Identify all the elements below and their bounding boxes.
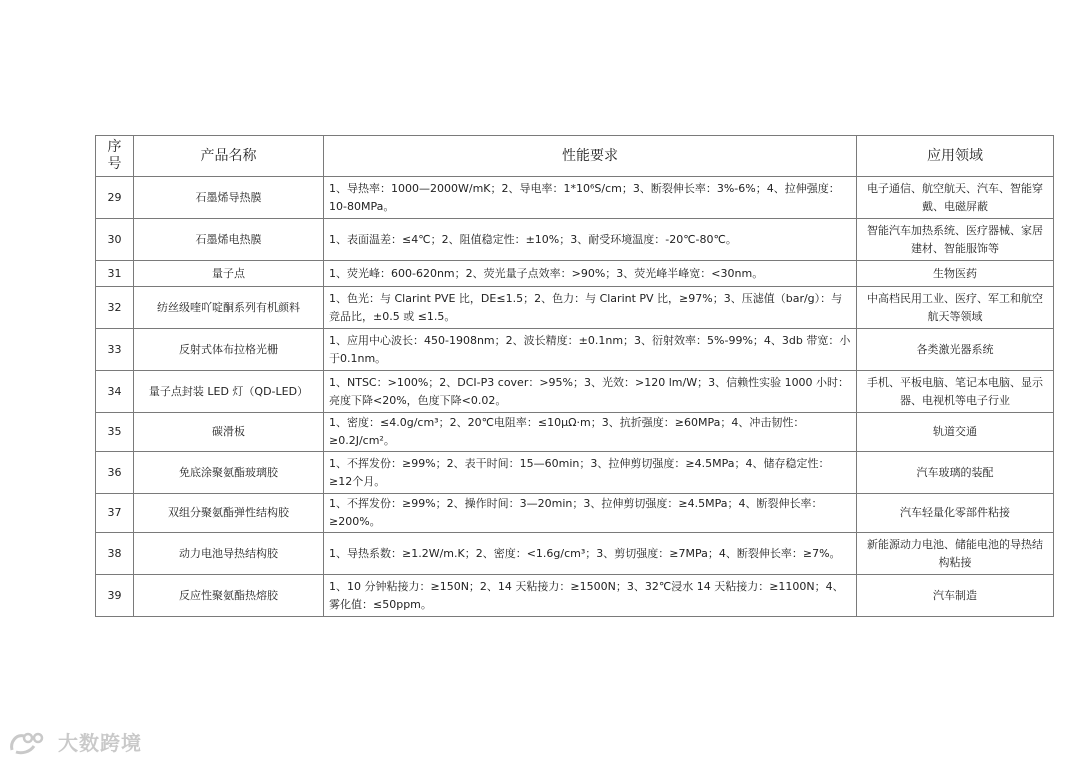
header-product-name: 产品名称 xyxy=(134,136,324,177)
row-number: 31 xyxy=(96,261,134,287)
product-spec-table xyxy=(95,135,1054,617)
row-number: 37 xyxy=(96,494,134,533)
performance-requirement: 1、密度：≤4.0g/cm³；2、20℃电阻率：≤10μΩ·m；3、抗折强度：≥60MPa；4、冲击韧性：≥0.2J/cm²。 xyxy=(324,413,857,452)
row-number: 32 xyxy=(96,287,134,329)
row-number: 33 xyxy=(96,329,134,371)
table-row xyxy=(96,413,1054,452)
performance-requirement: 1、导热系数：≥1.2W/m.K；2、密度：<1.6g/cm³；3、剪切强度：≥7MPa；4、断裂伸长率：≥7%。 xyxy=(324,533,857,575)
table-row xyxy=(96,287,1054,329)
product-name: 石墨烯导热膜 xyxy=(134,177,324,219)
application-field: 电子通信、航空航天、汽车、智能穿戴、电磁屏蔽 xyxy=(857,177,1054,219)
product-name: 免底涂聚氨酯玻璃胶 xyxy=(134,452,324,494)
product-name: 碳滑板 xyxy=(134,413,324,452)
performance-requirement: 1、导热率：1000—2000W/mK；2、导电率：1*10⁶S/cm；3、断裂伸长率：3%-6%；4、拉伸强度：10-80MPa。 xyxy=(324,177,857,219)
performance-requirement: 1、10 分钟粘接力：≥150N；2、14 天粘接力：≥1500N；3、32℃浸水 14 天粘接力：≥1100N；4、雾化值：≤50ppm。 xyxy=(324,575,857,617)
application-field: 手机、平板电脑、笔记本电脑、显示器、电视机等电子行业 xyxy=(857,371,1054,413)
application-field: 汽车轻量化零部件粘接 xyxy=(857,494,1054,533)
product-name: 双组分聚氨酯弹性结构胶 xyxy=(134,494,324,533)
table-row xyxy=(96,575,1054,617)
performance-requirement: 1、色光：与 Clarint PVE 比，DE≤1.5；2、色力：与 Clarint PV 比，≥97%；3、压滤值（bar/g）：与竞品比，±0.5 或 ≤1.5。 xyxy=(324,287,857,329)
product-name: 反射式体布拉格光栅 xyxy=(134,329,324,371)
header-performance: 性能要求 xyxy=(324,136,857,177)
product-name: 量子点 xyxy=(134,261,324,287)
performance-requirement: 1、NTSC：>100%；2、DCI-P3 cover：>95%；3、光效：>120 lm/W；3、信赖性实验 1000 小时：亮度下降<20%，色度下降<0.02。 xyxy=(324,371,857,413)
application-field: 智能汽车加热系统、医疗器械、家居建材、智能服饰等 xyxy=(857,219,1054,261)
application-field: 生物医药 xyxy=(857,261,1054,287)
header-seq: 序 号 xyxy=(96,136,134,177)
application-field: 汽车制造 xyxy=(857,575,1054,617)
table-row xyxy=(96,219,1054,261)
table-row xyxy=(96,533,1054,575)
application-field: 汽车玻璃的装配 xyxy=(857,452,1054,494)
product-name: 石墨烯电热膜 xyxy=(134,219,324,261)
row-number: 30 xyxy=(96,219,134,261)
table-row xyxy=(96,371,1054,413)
performance-requirement: 1、不挥发份：≥99%；2、操作时间：3—20min；3、拉伸剪切强度：≥4.5MPa；4、断裂伸长率：≥200%。 xyxy=(324,494,857,533)
logo-icon xyxy=(8,728,52,756)
table-header-row xyxy=(96,136,1054,177)
application-field: 各类激光器系统 xyxy=(857,329,1054,371)
watermark xyxy=(8,727,142,756)
watermark-text: 大数跨境 xyxy=(58,731,142,755)
application-field: 新能源动力电池、储能电池的导热结构粘接 xyxy=(857,533,1054,575)
row-number: 34 xyxy=(96,371,134,413)
performance-requirement: 1、不挥发份：≥99%；2、表干时间：15—60min；3、拉伸剪切强度：≥4.5MPa；4、储存稳定性：≥12个月。 xyxy=(324,452,857,494)
table-row xyxy=(96,494,1054,533)
row-number: 39 xyxy=(96,575,134,617)
performance-requirement: 1、表面温差：≤4℃；2、阻值稳定性：±10%；3、耐受环境温度：-20℃-80℃。 xyxy=(324,219,857,261)
application-field: 轨道交通 xyxy=(857,413,1054,452)
table-row xyxy=(96,452,1054,494)
table-row xyxy=(96,329,1054,371)
table-row xyxy=(96,261,1054,287)
product-name: 量子点封装 LED 灯（QD-LED） xyxy=(134,371,324,413)
table-row xyxy=(96,177,1054,219)
header-application: 应用领域 xyxy=(857,136,1054,177)
row-number: 36 xyxy=(96,452,134,494)
row-number: 29 xyxy=(96,177,134,219)
row-number: 38 xyxy=(96,533,134,575)
product-name: 动力电池导热结构胶 xyxy=(134,533,324,575)
row-number: 35 xyxy=(96,413,134,452)
performance-requirement: 1、应用中心波长：450-1908nm；2、波长精度：±0.1nm；3、衍射效率：5%-99%；4、3db 带宽：小于0.1nm。 xyxy=(324,329,857,371)
product-name: 反应性聚氨酯热熔胶 xyxy=(134,575,324,617)
product-name: 纺丝级喹吖啶酮系列有机颜料 xyxy=(134,287,324,329)
performance-requirement: 1、荧光峰：600-620nm；2、荧光量子点效率：>90%；3、荧光峰半峰宽：<30nm。 xyxy=(324,261,857,287)
application-field: 中高档民用工业、医疗、军工和航空航天等领域 xyxy=(857,287,1054,329)
